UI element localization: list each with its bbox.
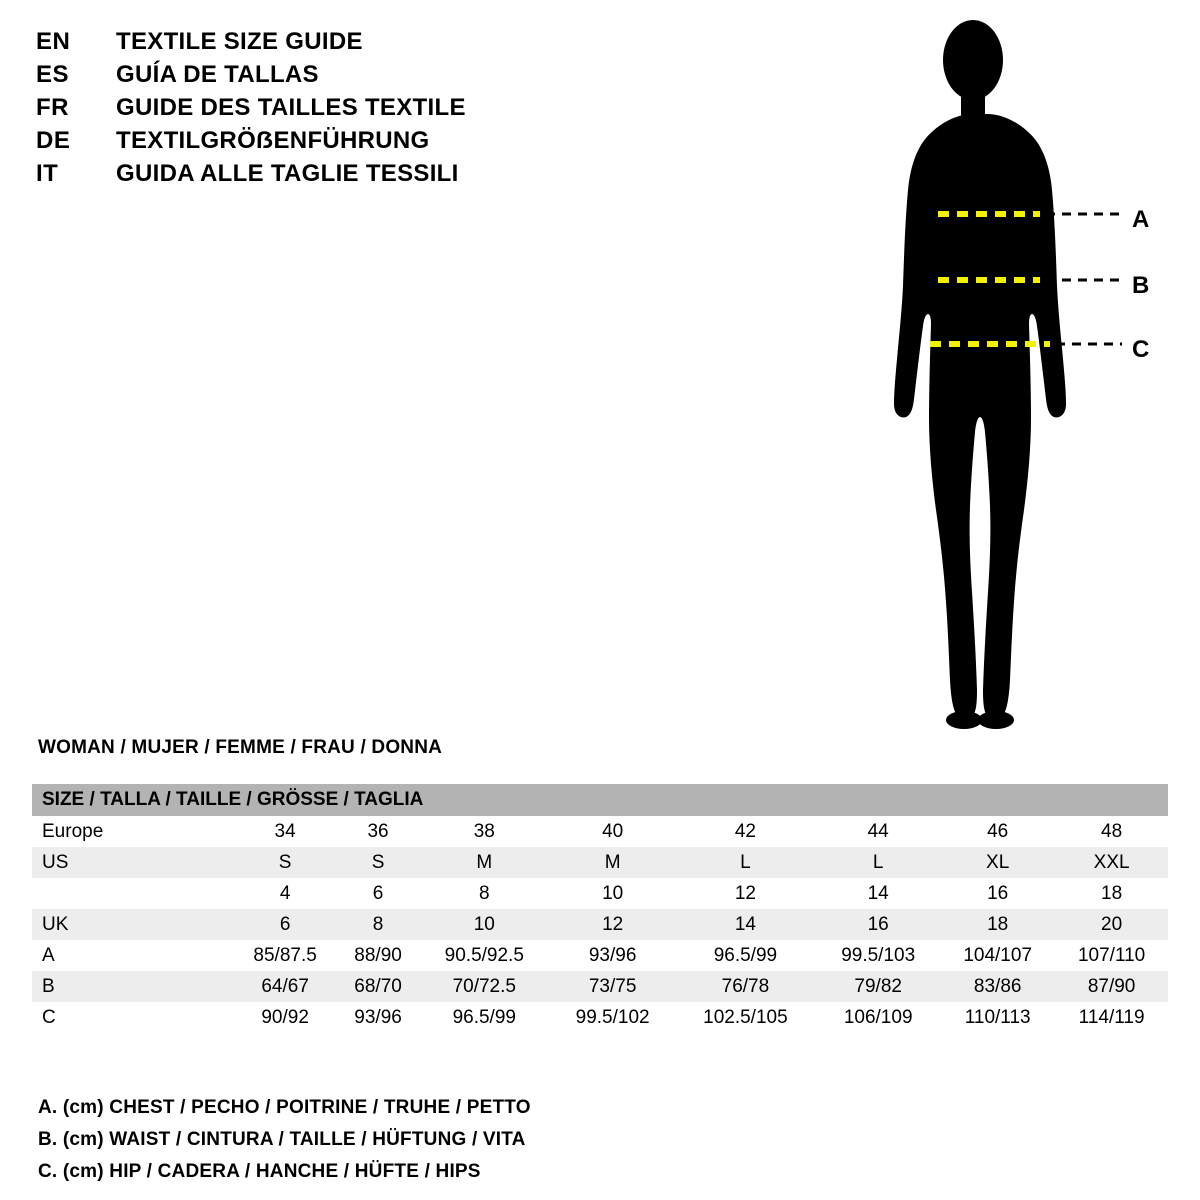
title-row [36, 61, 656, 94]
cell: 42 [675, 816, 817, 847]
table-band-label: SIZE / TALLA / TAILLE / GRÖSSE / TAGLIA [32, 784, 1168, 816]
cell: 18 [1055, 878, 1168, 909]
cell: 85/87.5 [232, 940, 338, 971]
title-row [36, 127, 656, 160]
measure-label-b: B [1132, 272, 1150, 299]
title-row [36, 94, 656, 127]
title-lang-de: DE [36, 127, 71, 154]
cell: 79/82 [816, 971, 940, 1002]
table-row [32, 940, 1168, 971]
row-label-b: B [32, 971, 232, 1002]
cell: XXL [1055, 847, 1168, 878]
cell: 93/96 [551, 940, 675, 971]
cell: 102.5/105 [675, 1002, 817, 1033]
table-band-row [32, 784, 1168, 816]
cell: 12 [675, 878, 817, 909]
cell: 107/110 [1055, 940, 1168, 971]
cell: 14 [816, 878, 940, 909]
row-label-us: US [32, 847, 232, 878]
row-label-c: C [32, 1002, 232, 1033]
cell: 10 [418, 909, 551, 940]
cell: 44 [816, 816, 940, 847]
cell: 90/92 [232, 1002, 338, 1033]
title-text-es: GUÍA DE TALLAS [116, 61, 319, 88]
cell: 96.5/99 [418, 1002, 551, 1033]
cell: 12 [551, 909, 675, 940]
cell: 20 [1055, 909, 1168, 940]
cell: 114/119 [1055, 1002, 1168, 1033]
cell: 76/78 [675, 971, 817, 1002]
cell: 110/113 [940, 1002, 1055, 1033]
row-label-uk: UK [32, 909, 232, 940]
measure-label-c: C [1132, 336, 1150, 363]
cell: 8 [338, 909, 418, 940]
cell: 6 [338, 878, 418, 909]
cell: 16 [816, 909, 940, 940]
cell: 106/109 [816, 1002, 940, 1033]
title-row [36, 28, 656, 61]
title-text-en: TEXTILE SIZE GUIDE [116, 28, 363, 55]
cell: 83/86 [940, 971, 1055, 1002]
cell: 36 [338, 816, 418, 847]
cell: 64/67 [232, 971, 338, 1002]
row-label-us-numeric [32, 878, 232, 909]
cell: L [816, 847, 940, 878]
title-text-de: TEXTILGRÖẞENFÜHRUNG [116, 127, 430, 154]
cell: XL [940, 847, 1055, 878]
cell: 73/75 [551, 971, 675, 1002]
footnote-c: C. (cm) HIP / CADERA / HANCHE / HÜFTE / HIPS [38, 1161, 481, 1182]
table-row [32, 971, 1168, 1002]
cell: 68/70 [338, 971, 418, 1002]
cell: 104/107 [940, 940, 1055, 971]
cell: M [418, 847, 551, 878]
row-label-europe: Europe [32, 816, 232, 847]
cell: 88/90 [338, 940, 418, 971]
silhouette-svg [860, 18, 1190, 738]
title-lang-it: IT [36, 160, 59, 187]
cell: 48 [1055, 816, 1168, 847]
cell: 8 [418, 878, 551, 909]
cell: 16 [940, 878, 1055, 909]
cell: 46 [940, 816, 1055, 847]
cell: 99.5/103 [816, 940, 940, 971]
table-row [32, 1002, 1168, 1033]
footnote-b: B. (cm) WAIST / CINTURA / TAILLE / HÜFTUNG / VITA [38, 1129, 526, 1150]
title-lang-es: ES [36, 61, 70, 88]
cell: 4 [232, 878, 338, 909]
row-label-a: A [32, 940, 232, 971]
title-lang-fr: FR [36, 94, 69, 121]
table-row [32, 816, 1168, 847]
cell: 96.5/99 [675, 940, 817, 971]
title-block [36, 28, 656, 193]
cell: 90.5/92.5 [418, 940, 551, 971]
table-row [32, 847, 1168, 878]
cell: 70/72.5 [418, 971, 551, 1002]
cell: 38 [418, 816, 551, 847]
cell: 99.5/102 [551, 1002, 675, 1033]
cell: 6 [232, 909, 338, 940]
cell: 87/90 [1055, 971, 1168, 1002]
section-heading-woman: WOMAN / MUJER / FEMME / FRAU / DONNA [38, 737, 443, 758]
body-silhouette [894, 20, 1066, 719]
cell: 18 [940, 909, 1055, 940]
cell: S [232, 847, 338, 878]
feet [946, 711, 1014, 729]
title-row [36, 160, 656, 193]
cell: S [338, 847, 418, 878]
female-silhouette-figure [860, 18, 1190, 738]
footnotes-block [38, 1092, 738, 1188]
cell: 40 [551, 816, 675, 847]
table-row [32, 878, 1168, 909]
cell: 34 [232, 816, 338, 847]
footnote-a: A. (cm) CHEST / PECHO / POITRINE / TRUHE / PETTO [38, 1097, 531, 1118]
size-table [32, 784, 1168, 1033]
title-text-fr: GUIDE DES TAILLES TEXTILE [116, 94, 466, 121]
measure-label-a: A [1132, 206, 1150, 233]
table-row [32, 909, 1168, 940]
cell: 10 [551, 878, 675, 909]
cell: 93/96 [338, 1002, 418, 1033]
cell: 14 [675, 909, 817, 940]
title-text-it: GUIDA ALLE TAGLIE TESSILI [116, 160, 459, 187]
cell: L [675, 847, 817, 878]
cell: M [551, 847, 675, 878]
title-lang-en: EN [36, 28, 71, 55]
